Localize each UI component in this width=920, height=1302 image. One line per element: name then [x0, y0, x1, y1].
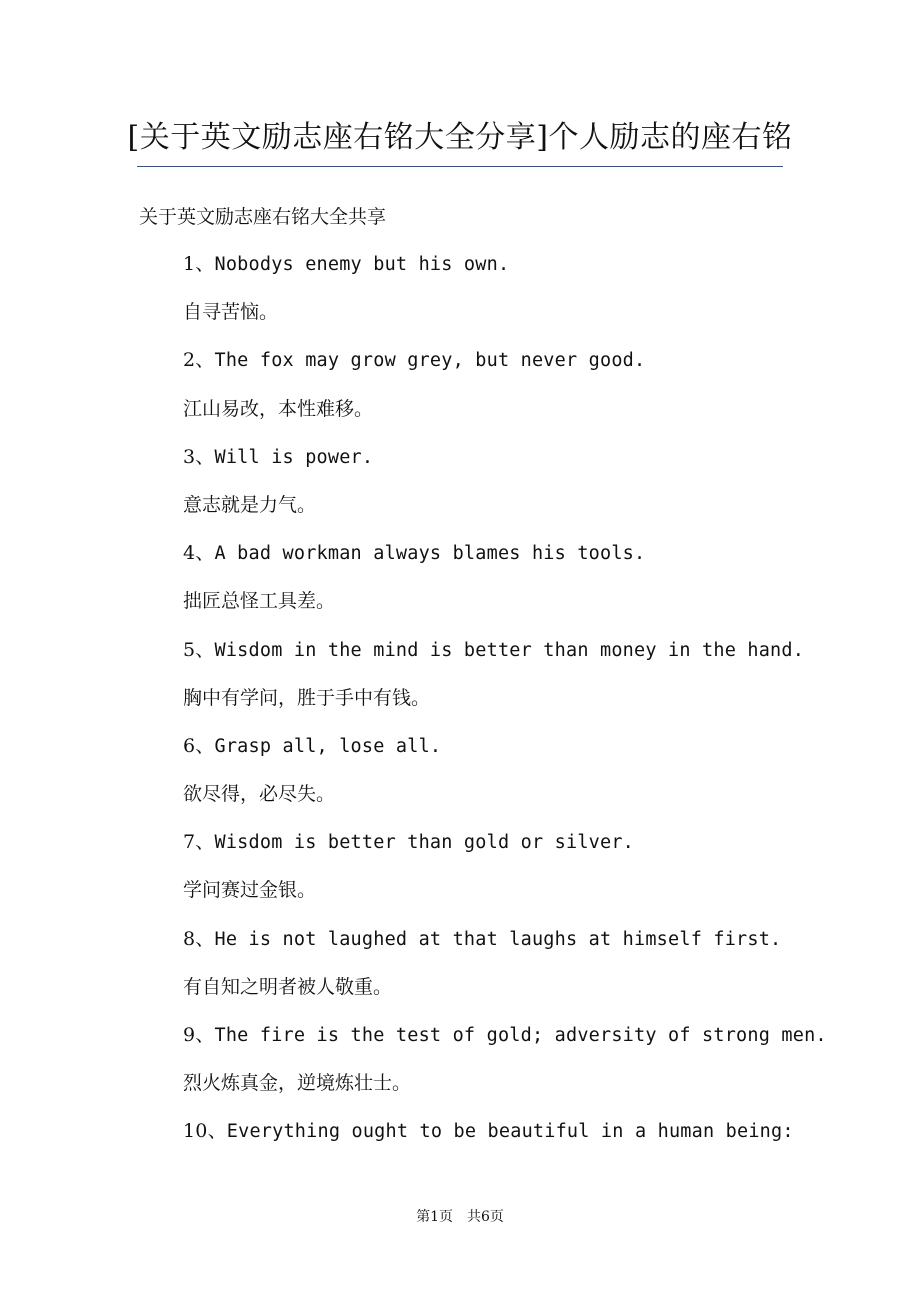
motto-chinese-line: 烈火炼真金，逆境炼壮士。	[183, 1072, 412, 1095]
motto-chinese-line: 学问赛过金银。	[183, 879, 317, 902]
motto-english-line	[183, 828, 803, 876]
motto-english-text: Grasp all, lose all.	[214, 735, 442, 757]
motto-english-text: Everything ought to be beautiful in a human being:	[226, 1121, 794, 1143]
motto-english-line	[183, 539, 803, 587]
motto-number: 8、	[183, 927, 215, 950]
motto-chinese-line: 江山易改，本性难移。	[183, 397, 374, 420]
motto-english-text: Will is power.	[214, 446, 374, 468]
page-number: 第1页	[416, 1209, 453, 1225]
motto-english-line	[183, 732, 803, 780]
motto-english-line	[183, 925, 803, 973]
motto-number: 3、	[183, 445, 215, 468]
intro-line: 关于英文励志座右铭大全共享	[139, 206, 387, 228]
motto-english-text: The fox may grow grey, but never good.	[214, 350, 646, 372]
motto-english-text: A bad workman always blames his tools.	[214, 543, 646, 565]
motto-number: 5、	[183, 638, 215, 661]
page-footer	[0, 1206, 920, 1226]
document-title: [关于英文励志座右铭大全分享]个人励志的座右铭	[127, 120, 793, 155]
motto-chinese-line: 自寻苦恼。	[183, 301, 279, 324]
motto-english-text: He is not laughed at that laughs at himself first.	[214, 928, 782, 950]
motto-english-line	[183, 1117, 803, 1165]
motto-chinese-line: 拙匠总怪工具差。	[183, 590, 336, 613]
motto-chinese-line: 胸中有学问，胜于手中有钱。	[183, 686, 431, 709]
motto-list	[183, 250, 827, 1166]
motto-english-line	[183, 636, 803, 684]
motto-english-text: The fire is the test of gold; adversity of strong men.	[214, 1025, 827, 1046]
motto-english-line	[183, 443, 803, 491]
page-total: 共6页	[467, 1209, 504, 1225]
title-underline	[137, 166, 783, 167]
motto-number: 10、	[183, 1120, 227, 1143]
motto-english-text: Nobodys enemy but his own.	[214, 254, 510, 275]
motto-number: 1、	[183, 253, 215, 275]
motto-english-line	[183, 250, 803, 298]
motto-number: 7、	[183, 831, 215, 854]
motto-english-line	[183, 1021, 827, 1069]
motto-number: 2、	[183, 349, 215, 372]
motto-number: 6、	[183, 734, 215, 757]
motto-number: 9、	[183, 1024, 215, 1046]
motto-english-text: Wisdom is better than gold or silver.	[214, 832, 635, 854]
motto-chinese-line: 有自知之明者被人敬重。	[183, 975, 393, 998]
motto-chinese-line: 欲尽得，必尽失。	[183, 783, 336, 806]
motto-english-text: Wisdom in the mind is better than money in the hand.	[214, 639, 805, 661]
motto-english-line	[183, 346, 803, 394]
motto-chinese-line: 意志就是力气。	[183, 493, 317, 516]
motto-number: 4、	[183, 542, 215, 565]
